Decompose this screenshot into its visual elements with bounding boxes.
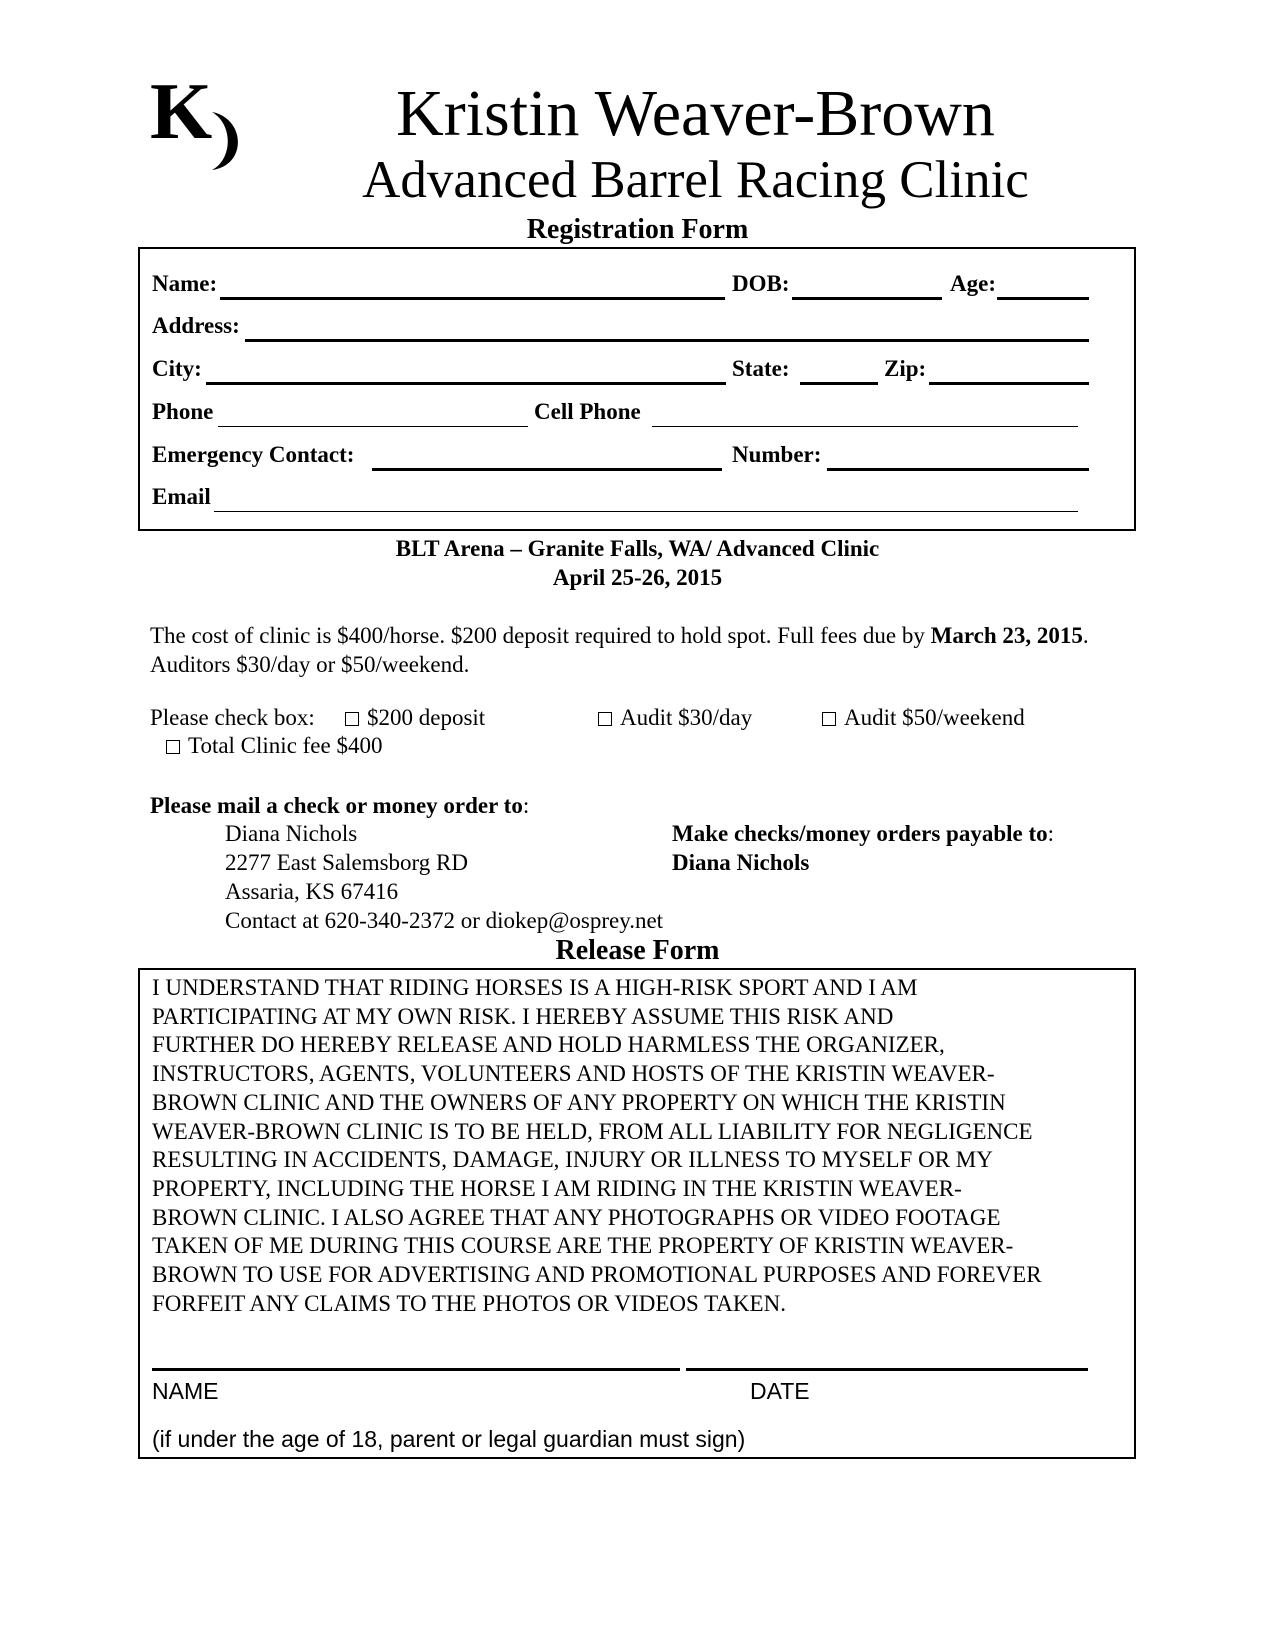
option-total-fee[interactable] — [166, 733, 382, 759]
number-label: Number: — [732, 442, 822, 467]
mail-heading: Please mail a check or money order to: — [150, 793, 530, 818]
email-row — [152, 484, 1122, 514]
mail-name: Diana Nichols — [225, 821, 358, 846]
page-title: Kristin Weaver-Brown — [396, 77, 995, 150]
date-signature-label: DATE — [750, 1378, 810, 1404]
option-label: Audit $30/day — [620, 705, 753, 730]
age-label: Age: — [950, 271, 996, 296]
phone-row — [152, 399, 1122, 429]
checkbox-icon[interactable] — [822, 712, 836, 726]
state-field[interactable] — [800, 382, 878, 385]
release-text-line: FORFEIT ANY CLAIMS TO THE PHOTOS OR VIDEOS TAKEN. — [152, 1290, 786, 1316]
mail-street: 2277 East Salemsborg RD — [225, 850, 468, 875]
payable-heading: Make checks/money orders payable to: — [672, 821, 1055, 846]
registration-box — [138, 247, 1136, 531]
release-text-line: BROWN TO USE FOR ADVERTISING AND PROMOTIONAL PURPOSES AND FOREVER — [152, 1262, 1042, 1288]
option-label: $200 deposit — [367, 705, 486, 730]
payable-name: Diana Nichols — [672, 850, 810, 875]
email-label: Email — [152, 484, 211, 509]
cost-text: The cost of clinic is $400/horse. $200 deposit required to hold spot. Full fees due by — [150, 623, 931, 648]
release-text-line: RESULTING IN ACCIDENTS, DAMAGE, INJURY OR ILLNESS TO MYSELF OR MY — [152, 1147, 993, 1173]
page-subtitle: Advanced Barrel Racing Clinic — [362, 151, 1029, 209]
address-label: Address: — [152, 313, 240, 338]
release-text-line: WEAVER-BROWN CLINIC IS TO BE HELD, FROM ALL LIABILITY FOR NEGLIGENCE — [152, 1118, 1033, 1144]
zip-label: Zip: — [884, 356, 927, 381]
mail-city: Assaria, KS 67416 — [225, 879, 399, 904]
release-text-line: I UNDERSTAND THAT RIDING HORSES IS A HIGH-RISK SPORT AND I AM — [152, 975, 918, 1000]
option-audit-day[interactable] — [598, 705, 752, 731]
address-row — [152, 313, 1122, 343]
name-signature-label: NAME — [152, 1378, 219, 1404]
venue-date: April 25-26, 2015 — [552, 565, 723, 590]
venue-line: BLT Arena – Granite Falls, WA/ Advanced Clinic — [395, 536, 880, 561]
name-field[interactable] — [220, 297, 725, 300]
release-text — [152, 974, 1127, 1318]
mail-contact: Contact at 620-340-2372 or diokep@osprey.net — [225, 908, 664, 933]
option-label: Audit $50/weekend — [844, 705, 1025, 730]
release-text-line: FURTHER DO HEREBY RELEASE AND HOLD HARMLESS THE ORGANIZER, — [152, 1032, 945, 1058]
dob-label: DOB: — [732, 271, 790, 296]
city-field[interactable] — [206, 382, 726, 385]
checkbox-icon[interactable] — [166, 740, 180, 754]
name-label: Name: — [152, 271, 218, 296]
email-field[interactable] — [214, 511, 1078, 512]
option-deposit[interactable] — [345, 705, 485, 731]
due-date: March 23, 2015 — [930, 623, 1083, 648]
release-text-line: BROWN CLINIC. I ALSO AGREE THAT ANY PHOTOGRAPHS OR VIDEO FOOTAGE — [152, 1204, 1001, 1230]
cost-text-auditors: . Auditors $30/day or $50/weekend. — [150, 623, 1089, 677]
svg-text:K: K — [150, 70, 213, 156]
emergency-number-field[interactable] — [827, 468, 1089, 471]
cell-phone-label: Cell Phone — [534, 399, 641, 424]
state-label: State: — [732, 356, 790, 381]
release-text-line: PARTICIPATING AT MY OWN RISK. I HEREBY ASSUME THIS RISK AND — [152, 1003, 894, 1029]
checkbox-icon[interactable] — [598, 712, 612, 726]
release-text-line: PROPERTY, INCLUDING THE HORSE I AM RIDING IN THE KRISTIN WEAVER- — [152, 1175, 962, 1201]
signature-name-line[interactable] — [152, 1368, 680, 1371]
release-text-line: BROWN CLINIC AND THE OWNERS OF ANY PROPERTY ON WHICH THE KRISTIN — [152, 1089, 1006, 1115]
dob-field[interactable] — [792, 297, 942, 300]
release-text-line: TAKEN OF ME DURING THIS COURSE ARE THE PROPERTY OF KRISTIN WEAVER- — [152, 1233, 1014, 1259]
registration-form-title: Registration Form — [526, 214, 749, 245]
emergency-contact-label: Emergency Contact: — [152, 442, 355, 467]
name-row — [152, 271, 1122, 301]
emergency-contact-field[interactable] — [372, 468, 722, 471]
signature-date-line[interactable] — [686, 1368, 1088, 1371]
checkbox-icon[interactable] — [345, 712, 359, 726]
release-box — [138, 968, 1136, 1459]
emergency-row — [152, 442, 1122, 472]
release-text-line: INSTRUCTORS, AGENTS, VOLUNTEERS AND HOSTS OF THE KRISTIN WEAVER- — [152, 1061, 995, 1087]
phone-label: Phone — [152, 399, 214, 424]
release-form-title: Release Form — [555, 935, 720, 966]
cell-phone-field[interactable] — [652, 426, 1078, 427]
check-prompt: Please check box: — [150, 705, 315, 730]
cost-paragraph — [150, 621, 1140, 679]
zip-field[interactable] — [929, 382, 1089, 385]
option-label: Total Clinic fee $400 — [188, 733, 383, 758]
address-field[interactable] — [245, 339, 1089, 342]
guardian-note: (if under the age of 18, parent or legal guardian must sign) — [152, 1426, 746, 1452]
option-audit-weekend[interactable] — [822, 705, 1025, 731]
city-label: City: — [152, 356, 202, 381]
age-field[interactable] — [997, 297, 1089, 300]
phone-field[interactable] — [218, 426, 528, 427]
city-row — [152, 356, 1122, 386]
